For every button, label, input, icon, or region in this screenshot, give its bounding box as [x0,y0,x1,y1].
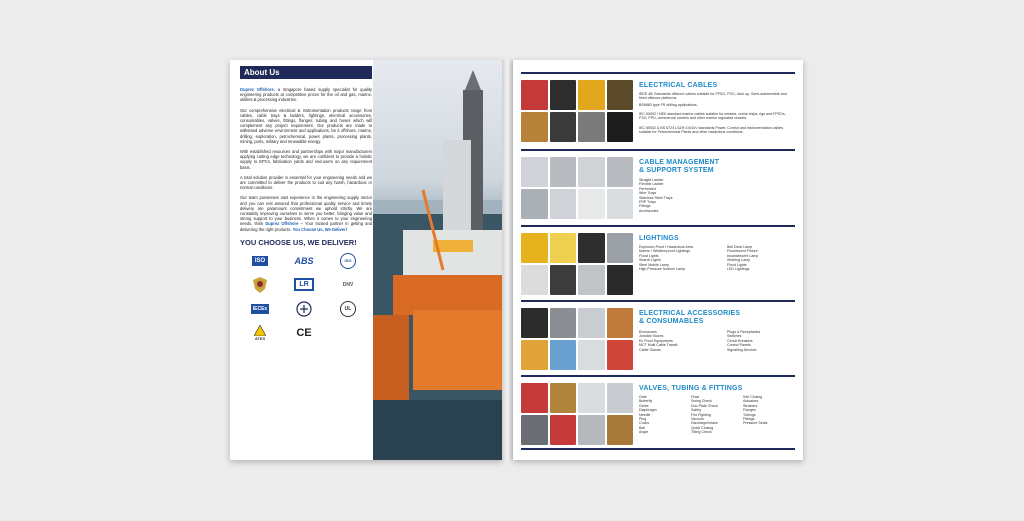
slogan: YOU CHOOSE US, WE DELIVER! [240,237,357,247]
valve-image [521,415,548,445]
section-item-list [639,330,789,352]
accessory-image [550,308,577,338]
list-item: Marine / Weatherproof Lightings [639,249,691,254]
about-column [240,66,372,342]
abs-logo-icon [284,252,324,270]
valve-image [521,383,548,413]
atex-logo-label: ATEX [254,335,266,341]
section-title-line-1: CABLE MANAGEMENT [639,159,720,166]
tagline: You Choose Us, We Deliver! [292,226,348,232]
section-text-2: BS6883 type FR drilling applications. [639,103,698,107]
list-item: Bell Deck Lamp [727,245,753,249]
section-title [639,310,740,326]
ul-logo-label: UL [340,301,356,317]
list-item: Incandescent Lamp [727,253,759,258]
iecex-logo-icon [240,300,280,318]
accessory-image [550,340,577,370]
about-paragraph-5-mid: – Your trusted partner in getting and delivering the right products. [240,221,372,232]
section-electrical-cables [521,76,795,146]
section-divider [521,225,795,227]
iso-logo-icon [240,252,280,270]
spine-gutter [502,60,513,460]
about-paragraph-1-text: , a Singapore based supply specialist for quality engineering products at competitive prices for the oil and gas, marine, utilities & processing industries. [240,87,372,103]
list-item: Tilting Check [691,430,712,435]
list-item: Vacuum [691,417,704,422]
cable-images [521,80,633,142]
list-item: Accessories [639,208,659,213]
light-image [550,233,577,263]
list-item: Fluorescent Fixture [727,249,758,254]
cable-image [550,80,577,110]
list-item: Junction Boxes [639,334,664,339]
list-item: High Pressure Sodium Lamp [639,267,685,272]
right-page [513,60,803,460]
list-item: Stainless Steel Trays [639,195,673,200]
section-title-line-1: ELECTRICAL ACCESSORIES [639,310,741,317]
valve-image [550,383,577,413]
list-item: Self Closing [743,395,763,399]
section-divider [521,72,795,74]
list-item: Steel Mobile Lamp [639,262,669,267]
accessory-image [578,308,605,338]
section-divider [521,300,795,302]
section-cable-management [521,153,795,223]
list-item: Straight Ladder [639,178,664,182]
offshore-rig-photo [373,60,502,460]
section-text-3: IEC 60092 / NEK standard marine cables suitable for vessels, cruise ships, rigs and FPSOs, FSO, FPU, commercial carriers and other marine regulated vessels. [639,112,786,121]
list-item: Flood Lights [639,253,659,258]
section-valves [521,379,795,449]
list-item: Explosion Proof / Hazardous Area [639,245,693,249]
light-image [578,265,605,295]
dnv-logo-icon [328,276,368,294]
valve-image [578,383,605,413]
section-title-line-2: & CONSUMABLES [639,318,704,325]
section-text-1: IEEE 45/ Standards offshore cables suitable for FPSO, FSO, Jack up, Semi-submersible and fixed offshore platforms. [639,92,787,101]
valve-image [550,415,577,445]
tray-image [521,189,548,219]
about-paragraph-3: With established resources and partnerships with major manufacturers applying cutting edge technology, we are confident to provide a holistic supply to EPCs, fabrication yards and end-users on any requirement basis. [240,149,372,170]
light-image [607,233,634,263]
section-electrical-accessories [521,304,795,374]
list-item: Ex Proof Equipments [639,338,673,343]
tray-image [550,189,577,219]
tray-image [550,157,577,187]
light-image [550,265,577,295]
list-item: Cable Glands [639,347,661,352]
tray-image [607,157,634,187]
light-image [521,233,548,263]
left-page [230,60,502,460]
brand-name-2: Duprez Offshore [265,221,299,227]
list-item: Flexible Ladder [639,182,664,187]
about-paragraph-1 [240,87,372,103]
list-item: FRP Trays [639,200,656,205]
accessory-image [521,340,548,370]
lighting-images [521,233,633,295]
list-item: MCT Multi Cable Transit [639,343,678,348]
tray-image [578,189,605,219]
certification-logos [240,252,372,342]
section-divider [521,375,795,377]
section-divider [521,448,795,450]
tray-image [607,189,634,219]
about-paragraph-5 [240,195,372,231]
list-item: Fire Fighting [691,412,711,417]
accessory-image [607,308,634,338]
cable-tray-images [521,157,633,219]
list-item: Angle [639,430,649,435]
list-item: Fittings [743,417,755,422]
light-image [607,265,634,295]
cable-image [550,112,577,142]
lr-logo-label: LR [294,278,313,291]
list-item: Cocks [639,421,649,426]
valve-image [607,383,634,413]
list-item: Needle [639,412,651,417]
list-item: Switches [727,334,742,339]
list-item: Plugs & Receptacles [727,330,761,334]
list-item: Float [691,395,699,399]
iecex-logo-label: IECEx [252,305,268,312]
list-item: LED Lightings [727,267,750,272]
list-item: Flood Lights [727,262,747,267]
light-image [578,233,605,263]
list-item: Flanges [743,408,756,413]
section-title: LIGHTINGS [639,235,679,242]
list-item: Discharge/Intake [691,421,718,426]
light-image [521,265,548,295]
section-text-4: IEC 60502 & BS 6724 LSZH 0.6/1kV standards Power, Control and Instrumentation cables suitable for Petrochemical Plants and other hazardous conditions. [639,126,784,135]
atex-logo-icon [240,324,280,342]
list-item: Perforated [639,186,656,191]
cable-image [607,112,634,142]
list-item: Enclosures [639,330,657,334]
section-divider [521,149,795,151]
abs-logo-label: ABS [294,255,314,266]
cable-image [607,80,634,110]
about-heading: About Us [240,66,372,79]
list-item: Ball [639,425,645,430]
list-item: Fittings [639,204,651,209]
list-item: Quick Closing [691,425,714,430]
section-item-list [639,245,789,271]
section-title: ELECTRICAL CABLES [639,82,718,89]
crest-logo-icon [240,276,280,294]
ce-logo-icon [284,324,324,342]
list-item: Wire Trays [639,191,657,196]
list-item: Working Lamp [727,258,751,263]
emblem-logo-icon [284,300,324,318]
list-item: Plug [639,417,647,422]
list-item: Search Lights [639,258,661,263]
cable-image [578,80,605,110]
ul-logo-icon [328,300,368,318]
valve-image [578,415,605,445]
about-paragraph-5-text: Our team possesses vast experience in the engineering supply sector and you can rest assured that professional quality service and timely delivery are paramount commitment we uphold strictly. We are constantly improving ourselves to serve you better, bringing value and strong support to your business. When it comes to your engineering needs, think [240,195,372,227]
iso-logo-label: ISO [252,256,268,266]
cable-image [521,80,548,110]
tray-image [578,157,605,187]
section-title: VALVES, TUBING & FITTINGS [639,385,743,392]
accessory-image [607,340,634,370]
brochure-spread [230,60,800,460]
list-item: Pressure Seals [743,421,768,426]
list-item: Signalling Devices [727,347,757,352]
accessory-image [578,340,605,370]
list-item: Safety [691,408,702,413]
list-item: Control Panels [727,343,751,348]
list-item: Actuators [743,399,759,404]
about-paragraph-2: Our comprehensive electrical & instrumentation products range from cables, cable trays & ladders, lightings, electrical accessories, consumables, valves, fittings, flanges, tubing and hoses which will complement any project requirement. Our products are made to withstand adverse environment and applications, be it offshore, marine, drilling, exploration, petrochemical, power plants, processing plants, mining, ports, military and renewable energy. [240,107,372,144]
list-item: Strainers [743,403,758,408]
accessory-image [521,308,548,338]
cable-image [521,112,548,142]
valve-images [521,383,633,445]
section-item-list [639,178,673,213]
list-item: Globe [639,403,649,408]
cable-image [578,112,605,142]
dnv-logo-label: DNV [342,281,354,288]
list-item: Tubings [743,412,756,417]
section-title-line-2: & SUPPORT SYSTEM [639,167,714,174]
accessory-images [521,308,633,370]
iso-badge-logo-icon [328,252,368,270]
tray-image [521,157,548,187]
iso-badge-label: ISO [340,253,356,269]
brand-name: Duprez Offshore [240,87,274,92]
about-paragraph-4: A total solution provider is essential for your engineering needs and we are committed to deliver the products to suit any harsh, hazardous or normal conditions. [240,174,372,191]
section-lightings [521,229,795,299]
rig-illustration [373,60,502,460]
ce-logo-label: CE [296,326,312,339]
list-item: Duo Plate Check [691,403,718,408]
list-item: Gate [639,395,647,399]
section-title [639,159,719,175]
valve-image [607,415,634,445]
lr-logo-icon [284,276,324,294]
list-item: Diaphragm [639,408,657,413]
list-item: Butterfly [639,399,653,404]
list-item: Swing Check [691,399,712,404]
section-item-list [639,395,789,435]
list-item: Circuit Breakers [727,338,753,343]
